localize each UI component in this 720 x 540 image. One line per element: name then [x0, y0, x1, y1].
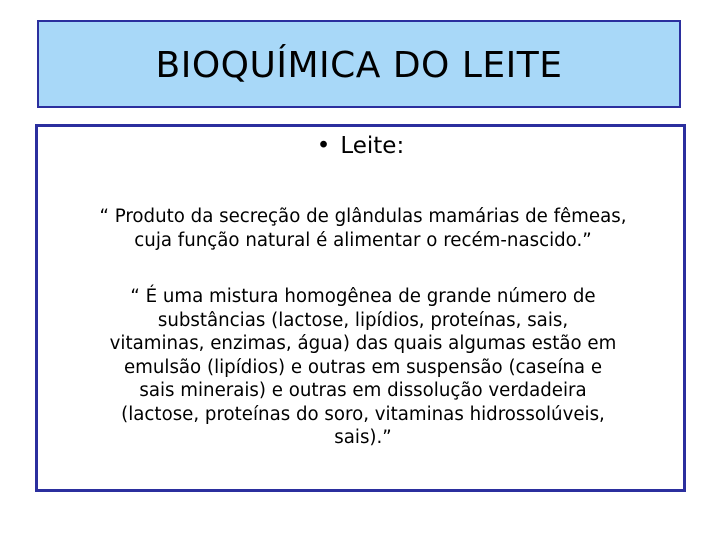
paragraph-1-line: cuja função natural é alimentar o recém-nascido.”: [134, 229, 592, 251]
paragraph-2-line: substâncias (lactose, lipídios, proteínas, sais,: [157, 309, 569, 331]
bullet-icon: •: [316, 133, 331, 159]
paragraph-1-line: “ Produto da secreção de glândulas mamárias de fêmeas,: [99, 206, 627, 227]
paragraph-2-line: emulsão (lipídios) e outras em suspensão (caseína e: [123, 356, 603, 378]
paragraph-2-line: (lactose, proteínas do soro, vitaminas hidrossolúveis,: [121, 403, 605, 425]
slide-title: BIOQUÍMICA DO LEITE: [155, 44, 563, 86]
definition-paragraph-2: [58, 285, 668, 450]
paragraph-2-line: “ É uma mistura homogênea de grande número de: [130, 286, 596, 307]
bullet-heading: Leite:: [340, 133, 405, 159]
title-box: [37, 20, 681, 108]
definition-paragraph-1: [32, 205, 694, 252]
content-box: [35, 124, 686, 492]
paragraph-2-line: vitaminas, enzimas, água) das quais algumas estão em: [109, 333, 617, 354]
paragraph-2-line: sais minerais) e outras em dissolução verdadeira: [139, 380, 587, 401]
paragraph-2-line: sais).”: [334, 427, 392, 448]
bullet-heading-line: [38, 131, 683, 161]
